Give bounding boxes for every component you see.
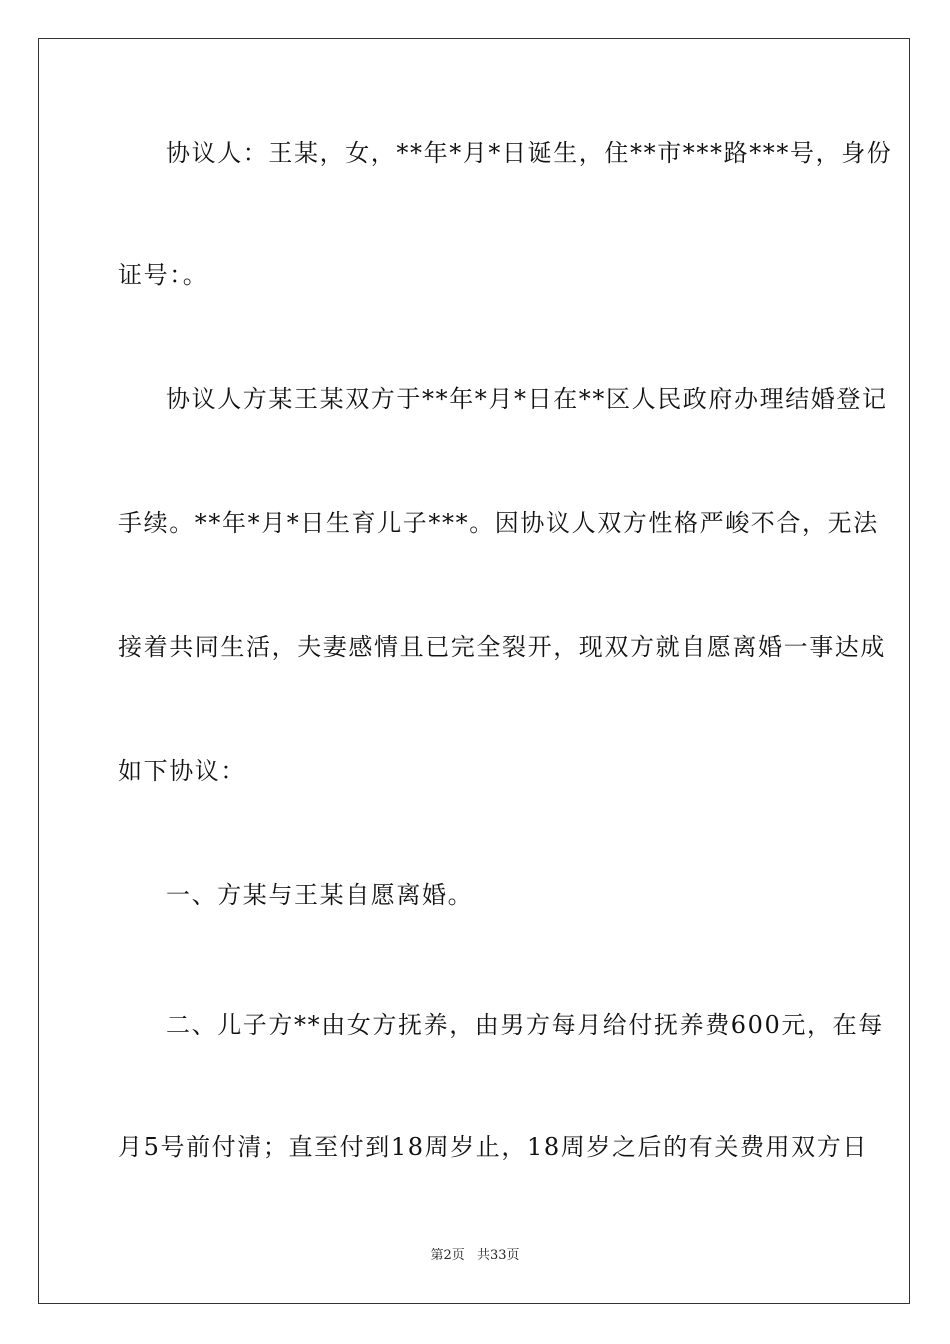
page-frame: [38, 38, 910, 1304]
paragraph-line-6: 如下协议：: [118, 757, 246, 785]
paragraph-line-9: 月5号前付清；直至付到18周岁止，18周岁之后的有关费用双方日: [118, 1133, 868, 1161]
paragraph-line-3: 协议人方某王某双方于**年*月*日在**区人民政府办理结婚登记: [166, 385, 888, 413]
paragraph-line-4: 手续。**年*月*日生育儿子***。因协议人双方性格严峻不合，无法: [118, 509, 879, 537]
paragraph-line-7: 一、方某与王某自愿离婚。: [166, 881, 474, 909]
page-footer: [0, 1247, 950, 1265]
paragraph-line-2: 证号：。: [118, 261, 209, 289]
paragraph-line-5: 接着共同生活，夫妻感情且已完全裂开，现双方就自愿离婚一事达成: [118, 633, 886, 661]
page-number-current: 第2页: [430, 1248, 465, 1263]
paragraph-line-8: 二、儿子方**由女方抚养，由男方每月给付抚养费600元，在每: [166, 1011, 884, 1039]
paragraph-line-1: 协议人：王某，女，**年*月*日诞生，住**市***路***号，身份: [166, 139, 893, 167]
page-number-total: 共33页: [476, 1248, 520, 1263]
